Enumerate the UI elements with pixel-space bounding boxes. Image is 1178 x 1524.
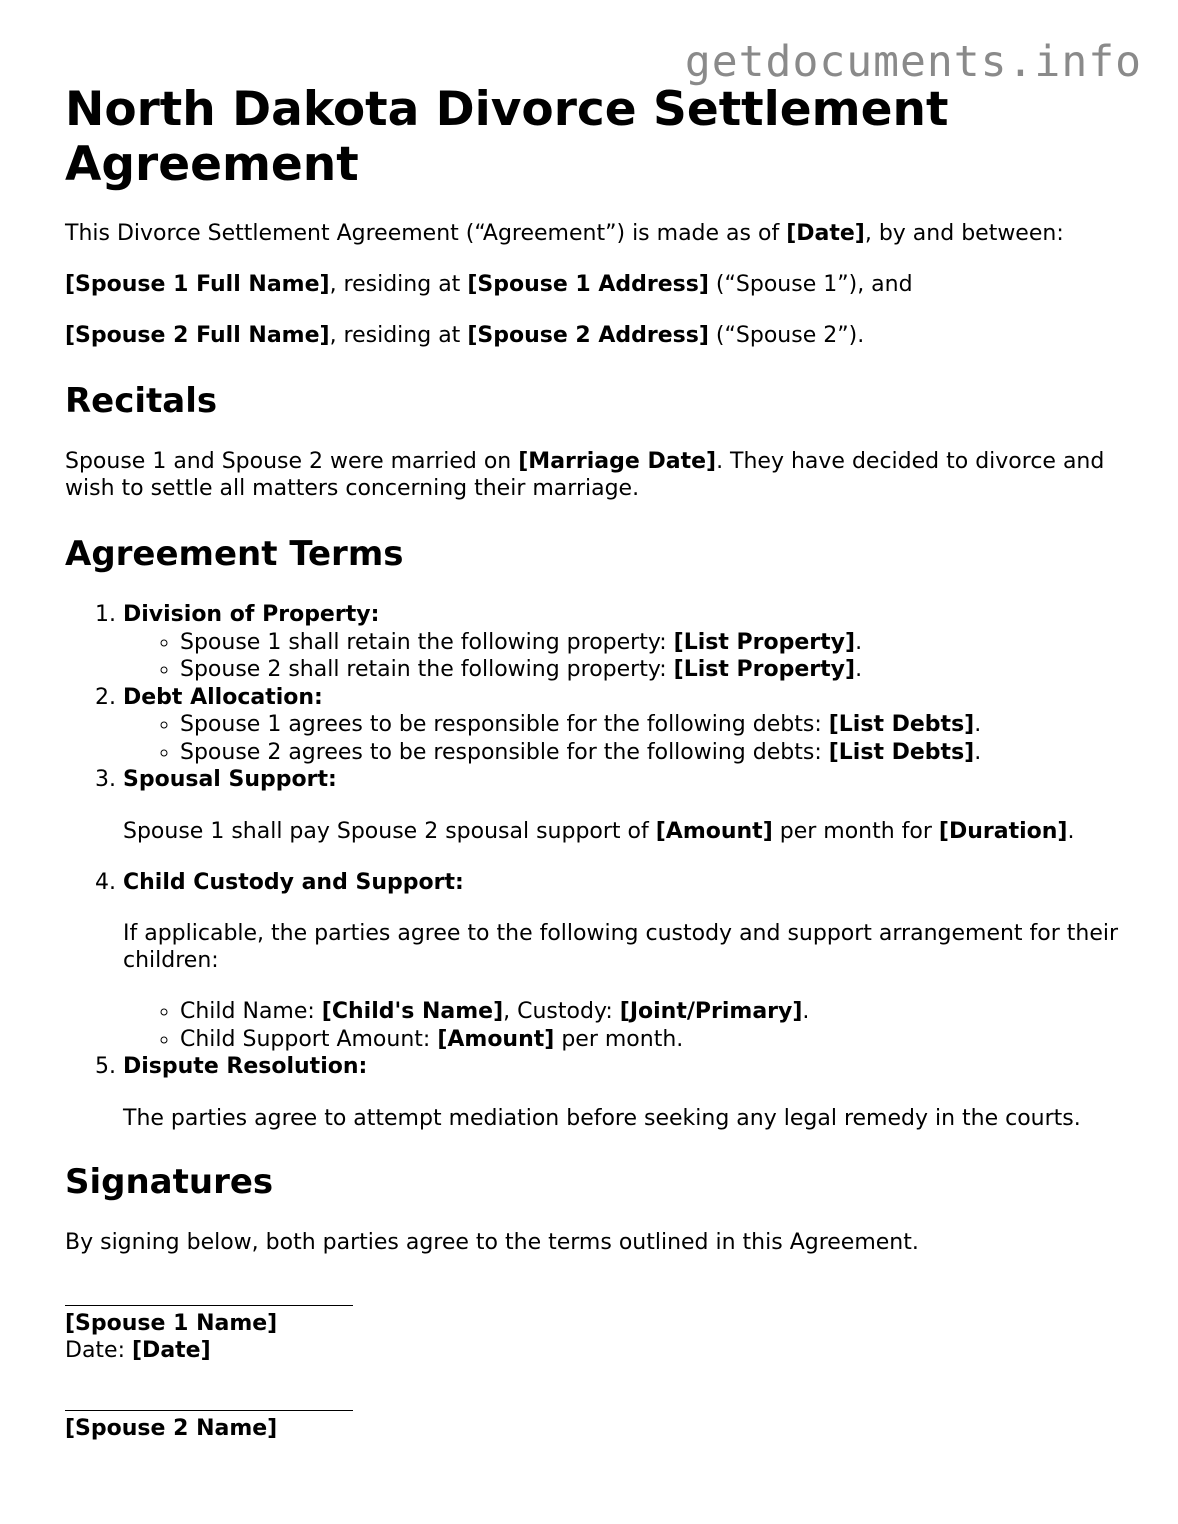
intro-text: This Divorce Settlement Agreement (“Agreement”) is made as of [65,221,787,246]
period: . [974,739,982,765]
term-label: Debt Allocation: [123,684,323,710]
watermark: getdocuments.info [684,37,1142,87]
signature-line[interactable] [65,1391,353,1411]
intro-text-end: , by and between: [864,221,1064,246]
custody-paragraph: If applicable, the parties agree to the following custody and support arrangement for their children: [123,921,1119,973]
debt-s1-text: Spouse 1 agrees to be responsible for the following debts: [180,712,829,737]
debt-s2-value: [List Debts] [828,739,975,765]
spouse2-address: [Spouse 2 Address] [467,323,709,348]
period: . [974,712,982,737]
spouse1-residing-text: , residing at [329,272,468,297]
custody-value: [Joint/Primary] [619,999,803,1024]
custody-label: , Custody: [503,999,620,1024]
term-label: Child Custody and Support: [123,869,464,895]
date-label: Date: [65,1337,132,1363]
spouse1-date-line [65,1337,1125,1364]
period: . [855,629,863,655]
child-name-value: [Child's Name] [321,999,504,1024]
spouse2-line [65,322,1125,349]
child-support-amount: [Amount] [437,1026,555,1052]
spouse2-signature-block [65,1391,1125,1442]
list-item [180,656,1125,684]
period: . [802,999,810,1024]
dispute-paragraph: The parties agree to attempt mediation before seeking any legal remedy in the courts. [123,1105,1081,1131]
term-dispute-resolution [123,1053,1125,1132]
term-debt-allocation [123,684,1125,767]
spouse1-signature-block [65,1286,1125,1364]
spouse1-full-name: [Spouse 1 Full Name] [65,272,330,297]
property-sublist [123,629,1125,684]
spouse1-line [65,271,1125,298]
debt-sublist [123,711,1125,766]
period: . [855,657,863,682]
spousal-text: Spouse 1 shall pay Spouse 2 spousal support of [123,818,656,844]
spouse1-designation: (“Spouse 1”), and [708,272,913,297]
spouse1-signature-name: [Spouse 1 Name] [65,1310,278,1336]
term-division-of-property [123,601,1125,684]
spouse2-full-name: [Spouse 2 Full Name] [65,323,330,348]
period: . [1067,818,1075,844]
property-s2-text: Spouse 2 shall retain the following property: [180,657,674,682]
spouse1-address: [Spouse 1 Address] [467,272,709,297]
agreement-date: [Date] [786,221,865,246]
term-label: Dispute Resolution: [123,1054,368,1079]
signature-date: [Date] [132,1337,211,1363]
list-item [180,711,1125,739]
list-item [180,739,1125,767]
child-support-post: per month. [554,1026,684,1052]
custody-sublist [123,998,1125,1053]
child-name-label: Child Name: [180,999,322,1024]
page-title: North Dakota Divorce Settlement Agreement [65,82,949,192]
term-label: Division of Property: [123,602,380,627]
recitals-paragraph [65,448,1125,502]
marriage-date: [Marriage Date] [518,449,717,474]
recitals-text: Spouse 1 and Spouse 2 were married on [65,449,519,474]
spouse2-residing-text: , residing at [329,323,468,348]
signatures-paragraph: By signing below, both parties agree to the terms outlined in this Agreement. [65,1229,919,1255]
intro-paragraph [65,220,1125,247]
list-item [180,1026,1125,1054]
debt-s2-text: Spouse 2 agrees to be responsible for the following debts: [180,739,829,765]
spousal-amount: [Amount] [655,818,773,844]
terms-list [65,601,1125,1132]
property-s2-value: [List Property] [673,657,856,682]
list-item [180,629,1125,657]
spouse2-designation: (“Spouse 2”). [708,323,865,348]
spousal-duration: [Duration] [938,818,1068,844]
terms-heading: Agreement Terms [65,534,404,574]
recitals-heading: Recitals [65,381,218,421]
property-s1-text: Spouse 1 shall retain the following property: [180,629,674,655]
list-item [180,998,1125,1026]
term-spousal-support [123,766,1125,845]
signature-line[interactable] [65,1286,353,1306]
spouse2-signature-name: [Spouse 2 Name] [65,1415,278,1441]
spouse2-signature-name-line [65,1415,1125,1442]
spousal-paragraph [123,818,1125,845]
child-support-label: Child Support Amount: [180,1026,438,1052]
spouse1-signature-name-line [65,1310,1125,1337]
document [65,82,1125,1442]
term-child-custody [123,869,1125,1054]
term-label: Spousal Support: [123,767,337,792]
property-s1-value: [List Property] [673,629,856,655]
debt-s1-value: [List Debts] [828,712,975,737]
signatures-heading: Signatures [65,1161,274,1202]
recitals-text-end: . They have decided to divorce and wish to settle all matters concerning their marriage. [65,449,1105,501]
spousal-mid: per month for [772,818,939,844]
